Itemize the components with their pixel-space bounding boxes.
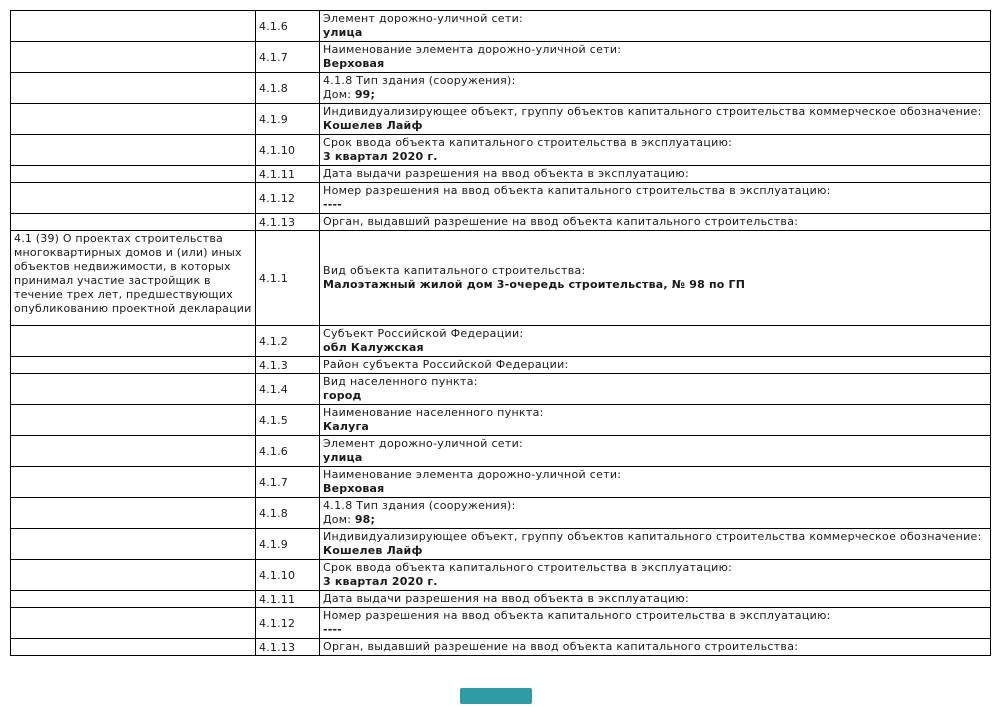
row-code: 4.1.3	[256, 357, 320, 374]
field-value-line	[323, 341, 987, 355]
row-code: 4.1.11	[256, 166, 320, 183]
left-empty-cell	[11, 529, 256, 560]
row-code: 4.1.12	[256, 608, 320, 639]
left-empty-cell	[11, 73, 256, 104]
field-value: улица	[323, 26, 363, 39]
left-empty-cell	[11, 11, 256, 42]
row-code: 4.1.1	[256, 231, 320, 326]
row-code: 4.1.6	[256, 436, 320, 467]
table-row	[11, 135, 991, 166]
table-row	[11, 560, 991, 591]
row-content-cell	[320, 639, 991, 656]
field-label: Наименование населенного пункта:	[323, 406, 544, 419]
left-empty-cell	[11, 135, 256, 166]
table-row	[11, 357, 991, 374]
field-label: 4.1.8 Тип здания (сооружения):	[323, 74, 516, 87]
row-content-cell	[320, 104, 991, 135]
row-content-cell	[320, 42, 991, 73]
table-row	[11, 104, 991, 135]
declaration-table-body	[11, 11, 991, 656]
table-row	[11, 467, 991, 498]
field-value-line	[323, 119, 987, 133]
table-row	[11, 166, 991, 183]
table-row	[11, 529, 991, 560]
row-content-cell	[320, 166, 991, 183]
field-label: Элемент дорожно-уличной сети:	[323, 12, 524, 25]
table-row	[11, 11, 991, 42]
declaration-table	[10, 10, 991, 656]
row-content-cell	[320, 214, 991, 231]
left-empty-cell	[11, 357, 256, 374]
field-value: Калуга	[323, 420, 370, 433]
left-empty-cell	[11, 405, 256, 436]
table-row	[11, 214, 991, 231]
left-empty-cell	[11, 374, 256, 405]
table-row	[11, 73, 991, 104]
field-label: Район субъекта Российской Федерации:	[323, 358, 569, 371]
field-value: Кошелев Лайф	[323, 119, 423, 132]
field-value-line	[323, 198, 987, 212]
row-code: 4.1.8	[256, 498, 320, 529]
left-empty-cell	[11, 639, 256, 656]
table-row	[11, 231, 991, 326]
field-value-line	[323, 420, 987, 434]
field-value-prefix: Дом:	[323, 513, 355, 526]
field-value: Малоэтажный жилой дом 3-очередь строительства, № 98 по ГП	[323, 278, 746, 291]
row-content-cell	[320, 11, 991, 42]
field-label: Индивидуализирующее объект, группу объектов капитального строительства коммерческое обозначение:	[323, 105, 982, 118]
row-code: 4.1.2	[256, 326, 320, 357]
table-row	[11, 498, 991, 529]
field-label: Дата выдачи разрешения на ввод объекта в эксплуатацию:	[323, 167, 689, 180]
field-label: Индивидуализирующее объект, группу объектов капитального строительства коммерческое обозначение:	[323, 530, 982, 543]
field-label: Субъект Российской Федерации:	[323, 327, 524, 340]
left-empty-cell	[11, 104, 256, 135]
field-value: Кошелев Лайф	[323, 544, 423, 557]
field-label: Срок ввода объекта капитального строительства в эксплуатацию:	[323, 136, 733, 149]
row-content-cell	[320, 135, 991, 166]
row-content-cell	[320, 467, 991, 498]
field-value-line	[323, 278, 987, 292]
field-value: Верховая	[323, 57, 385, 70]
row-code: 4.1.11	[256, 591, 320, 608]
table-row	[11, 639, 991, 656]
row-code: 4.1.7	[256, 42, 320, 73]
field-label: Элемент дорожно-уличной сети:	[323, 437, 524, 450]
field-value-line	[323, 575, 987, 589]
field-value: Верховая	[323, 482, 385, 495]
left-empty-cell	[11, 498, 256, 529]
row-content-cell	[320, 326, 991, 357]
field-value: 3 квартал 2020 г.	[323, 575, 438, 588]
row-content-cell	[320, 183, 991, 214]
field-value-line	[323, 57, 987, 71]
left-empty-cell	[11, 166, 256, 183]
field-label: Орган, выдавший разрешение на ввод объекта капитального строительства:	[323, 215, 799, 228]
field-value-line	[323, 451, 987, 465]
row-code: 4.1.10	[256, 560, 320, 591]
row-content-cell	[320, 436, 991, 467]
field-value-line	[323, 623, 987, 637]
field-value-line	[323, 150, 987, 164]
field-value-line	[323, 26, 987, 40]
left-empty-cell	[11, 608, 256, 639]
row-content-cell	[320, 73, 991, 104]
field-value: улица	[323, 451, 363, 464]
table-row	[11, 405, 991, 436]
table-row	[11, 42, 991, 73]
row-code: 4.1.7	[256, 467, 320, 498]
left-empty-cell	[11, 467, 256, 498]
left-empty-cell	[11, 326, 256, 357]
row-code: 4.1.9	[256, 529, 320, 560]
field-value: ----	[323, 198, 343, 211]
table-row	[11, 326, 991, 357]
left-empty-cell	[11, 560, 256, 591]
field-label: Вид объекта капитального строительства:	[323, 264, 586, 277]
row-code: 4.1.5	[256, 405, 320, 436]
field-label: Наименование элемента дорожно-уличной сети:	[323, 468, 622, 481]
field-value-line	[323, 544, 987, 558]
field-value-line	[323, 482, 987, 496]
row-content-cell	[320, 608, 991, 639]
row-content-cell	[320, 357, 991, 374]
table-row	[11, 374, 991, 405]
field-label: Вид населенного пункта:	[323, 375, 478, 388]
row-code: 4.1.8	[256, 73, 320, 104]
field-value-line	[323, 88, 987, 102]
field-value: город	[323, 389, 362, 402]
row-content-cell	[320, 529, 991, 560]
field-value: 99;	[354, 88, 376, 101]
section-title-cell: 4.1 (39) О проектах строительства многоквартирных домов и (или) иных объектов недвижимости, в которых принимал участие застройщик в течение трех лет, предшествующих опубликованию проектной декларации	[11, 231, 256, 326]
field-value: 98;	[354, 513, 376, 526]
table-row	[11, 183, 991, 214]
table-row	[11, 436, 991, 467]
row-code: 4.1.13	[256, 639, 320, 656]
field-label: Орган, выдавший разрешение на ввод объекта капитального строительства:	[323, 640, 799, 653]
row-content-cell	[320, 560, 991, 591]
field-value-prefix: Дом:	[323, 88, 355, 101]
row-code: 4.1.6	[256, 11, 320, 42]
field-label: Дата выдачи разрешения на ввод объекта в эксплуатацию:	[323, 592, 689, 605]
row-content-cell	[320, 591, 991, 608]
row-code: 4.1.10	[256, 135, 320, 166]
row-code: 4.1.13	[256, 214, 320, 231]
row-content-cell	[320, 405, 991, 436]
field-value: обл Калужская	[323, 341, 424, 354]
row-content-cell	[320, 374, 991, 405]
table-row	[11, 608, 991, 639]
left-empty-cell	[11, 183, 256, 214]
field-label: 4.1.8 Тип здания (сооружения):	[323, 499, 516, 512]
field-value: ----	[323, 623, 343, 636]
left-empty-cell	[11, 591, 256, 608]
left-empty-cell	[11, 436, 256, 467]
row-content-cell	[320, 498, 991, 529]
left-empty-cell	[11, 42, 256, 73]
teal-action-button[interactable]	[460, 688, 532, 704]
field-value-line	[323, 389, 987, 403]
field-label: Номер разрешения на ввод объекта капитального строительства в эксплуатацию:	[323, 609, 831, 622]
row-code: 4.1.4	[256, 374, 320, 405]
table-row	[11, 591, 991, 608]
row-code: 4.1.9	[256, 104, 320, 135]
left-empty-cell	[11, 214, 256, 231]
field-label: Срок ввода объекта капитального строительства в эксплуатацию:	[323, 561, 733, 574]
field-label: Наименование элемента дорожно-уличной сети:	[323, 43, 622, 56]
field-label: Номер разрешения на ввод объекта капитального строительства в эксплуатацию:	[323, 184, 831, 197]
row-code: 4.1.12	[256, 183, 320, 214]
field-value: 3 квартал 2020 г.	[323, 150, 438, 163]
field-value-line	[323, 513, 987, 527]
row-content-cell	[320, 231, 991, 326]
